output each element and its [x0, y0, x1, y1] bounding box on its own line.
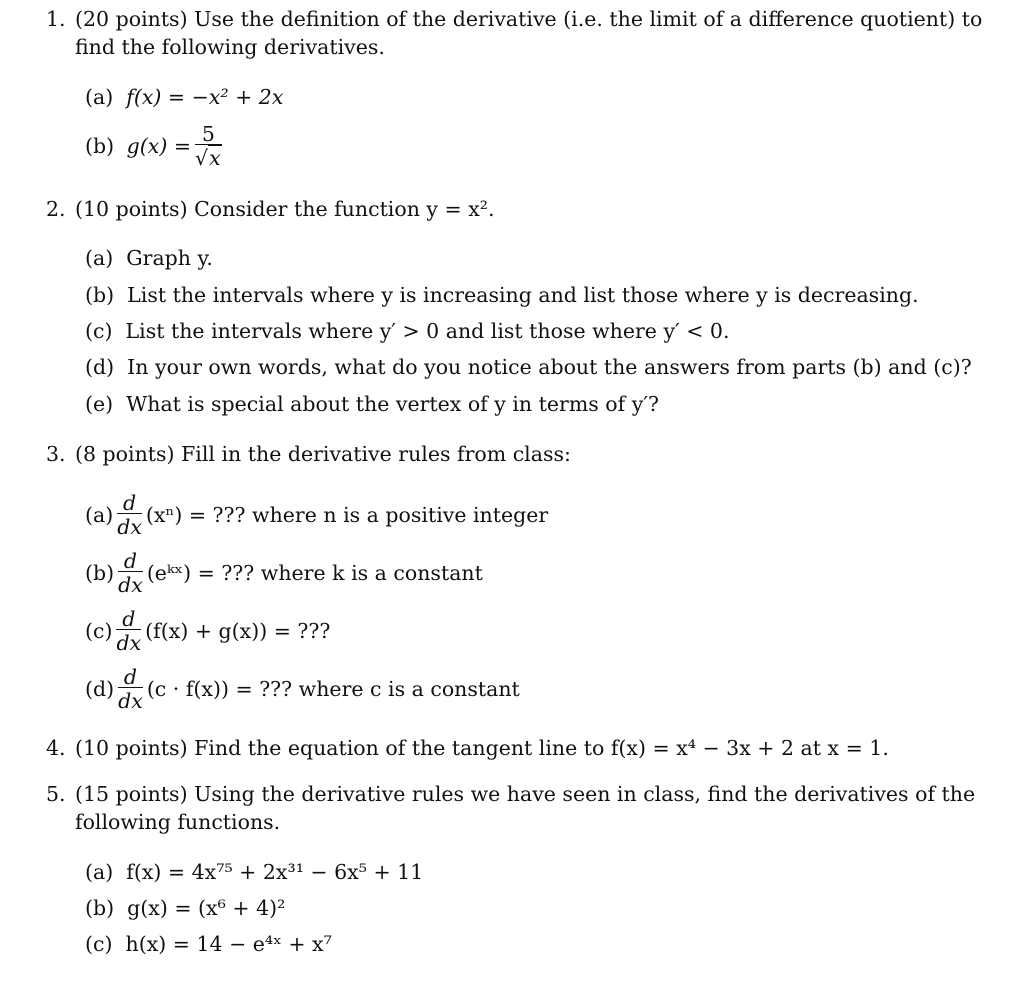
question-points: (10 points): [75, 736, 188, 760]
question-points: (15 points): [75, 782, 188, 806]
question-number: 4.: [46, 736, 66, 760]
part-text: Graph y.: [126, 246, 213, 270]
part-label: (c): [85, 319, 113, 343]
dx-denominator: dx: [118, 573, 143, 597]
rule-expression: (f(x) + g(x)) = ???: [145, 619, 331, 643]
part-label: (c): [85, 619, 113, 643]
question-text: Use the definition of the derivative (i.e. the limit of a difference quotient) to: [194, 7, 983, 31]
question-text: Consider the function y = x².: [194, 197, 495, 221]
part-label: (a): [85, 860, 114, 884]
part-text: List the intervals where y is increasing and list those where y is decreasing.: [127, 283, 919, 307]
q1-part-b: [85, 118, 226, 174]
d-numerator: d: [123, 490, 137, 515]
rule-expression: (xⁿ) = ??? where n is a positive integer: [145, 503, 549, 527]
question-1-line-2: find the following derivatives.: [75, 35, 385, 59]
question-points: (20 points): [75, 7, 188, 31]
q3-part-a: [85, 487, 548, 543]
q1-part-a: [85, 83, 283, 111]
question-5-line-2: following functions.: [75, 810, 281, 834]
derivative-operator: [117, 490, 142, 539]
part-lhs: f(x) =: [126, 85, 186, 109]
sqrt-symbol: √x: [195, 146, 221, 170]
part-label: (d): [85, 355, 115, 379]
derivative-operator: [118, 664, 143, 713]
derivative-operator: [116, 606, 142, 655]
q2-part-e: [85, 390, 659, 418]
rule-expression: (eᵏˣ) = ??? where k is a constant: [146, 561, 483, 585]
part-label: (b): [85, 134, 115, 158]
d-numerator: d: [122, 606, 136, 631]
part-lhs: g(x) =: [126, 134, 192, 158]
part-label: (d): [85, 677, 115, 701]
part-text: What is special about the vertex of y in terms of y′?: [126, 392, 659, 416]
q3-part-b: [85, 545, 483, 601]
q2-part-d: [85, 353, 972, 381]
part-label: (a): [85, 246, 114, 270]
q3-part-d: [85, 661, 520, 717]
q2-part-a: [85, 244, 213, 272]
question-2-line: [75, 195, 495, 223]
question-5-line-1: [75, 780, 975, 808]
q5-part-a: [85, 858, 423, 886]
question-points: (10 points): [75, 197, 188, 221]
question-4-line: [75, 734, 889, 762]
fraction: [195, 121, 222, 170]
question-points: (8 points): [75, 442, 175, 466]
part-label: (b): [85, 896, 115, 920]
part-expression: g(x) = (x⁶ + 4)²: [127, 896, 286, 920]
derivative-operator: [118, 548, 143, 597]
q5-part-b: [85, 894, 285, 922]
part-label: (e): [85, 392, 114, 416]
d-numerator: d: [123, 664, 138, 689]
part-label: (b): [85, 283, 115, 307]
question-number: 2.: [46, 197, 66, 221]
rule-expression: (c · f(x)) = ??? where c is a constant: [146, 677, 520, 701]
dx-denominator: dx: [118, 689, 143, 713]
part-expression: h(x) = 14 − e⁴ˣ + x⁷: [125, 932, 332, 956]
question-number: 1.: [46, 7, 66, 31]
question-number: 5.: [46, 782, 66, 806]
part-text: List the intervals where y′ > 0 and list those where y′ < 0.: [125, 319, 730, 343]
part-label: (a): [85, 503, 114, 527]
dx-denominator: dx: [116, 631, 142, 655]
part-expression: f(x) = 4x⁷⁵ + 2x³¹ − 6x⁵ + 11: [126, 860, 424, 884]
part-text: In your own words, what do you notice about the answers from parts (b) and (c)?: [127, 355, 972, 379]
d-numerator: d: [123, 548, 138, 573]
question-text: Find the equation of the tangent line to f(x) = x⁴ − 3x + 2 at x = 1.: [194, 736, 889, 760]
q3-part-c: [85, 603, 330, 659]
radicand: x: [209, 146, 221, 170]
question-1-line-1: [75, 5, 982, 33]
question-3-line: [75, 440, 571, 468]
question-number: 3.: [46, 442, 66, 466]
q2-part-b: [85, 281, 919, 309]
part-expression: −x² + 2x: [191, 85, 284, 109]
part-label: (a): [85, 85, 114, 109]
q5-part-c: [85, 930, 332, 958]
part-label: (b): [85, 561, 115, 585]
question-text: Using the derivative rules we have seen in class, find the derivatives of the: [194, 782, 976, 806]
question-text: Fill in the derivative rules from class:: [181, 442, 571, 466]
numerator: 5: [201, 121, 215, 146]
dx-denominator: dx: [117, 515, 142, 539]
q2-part-c: [85, 317, 729, 345]
part-label: (c): [85, 932, 113, 956]
